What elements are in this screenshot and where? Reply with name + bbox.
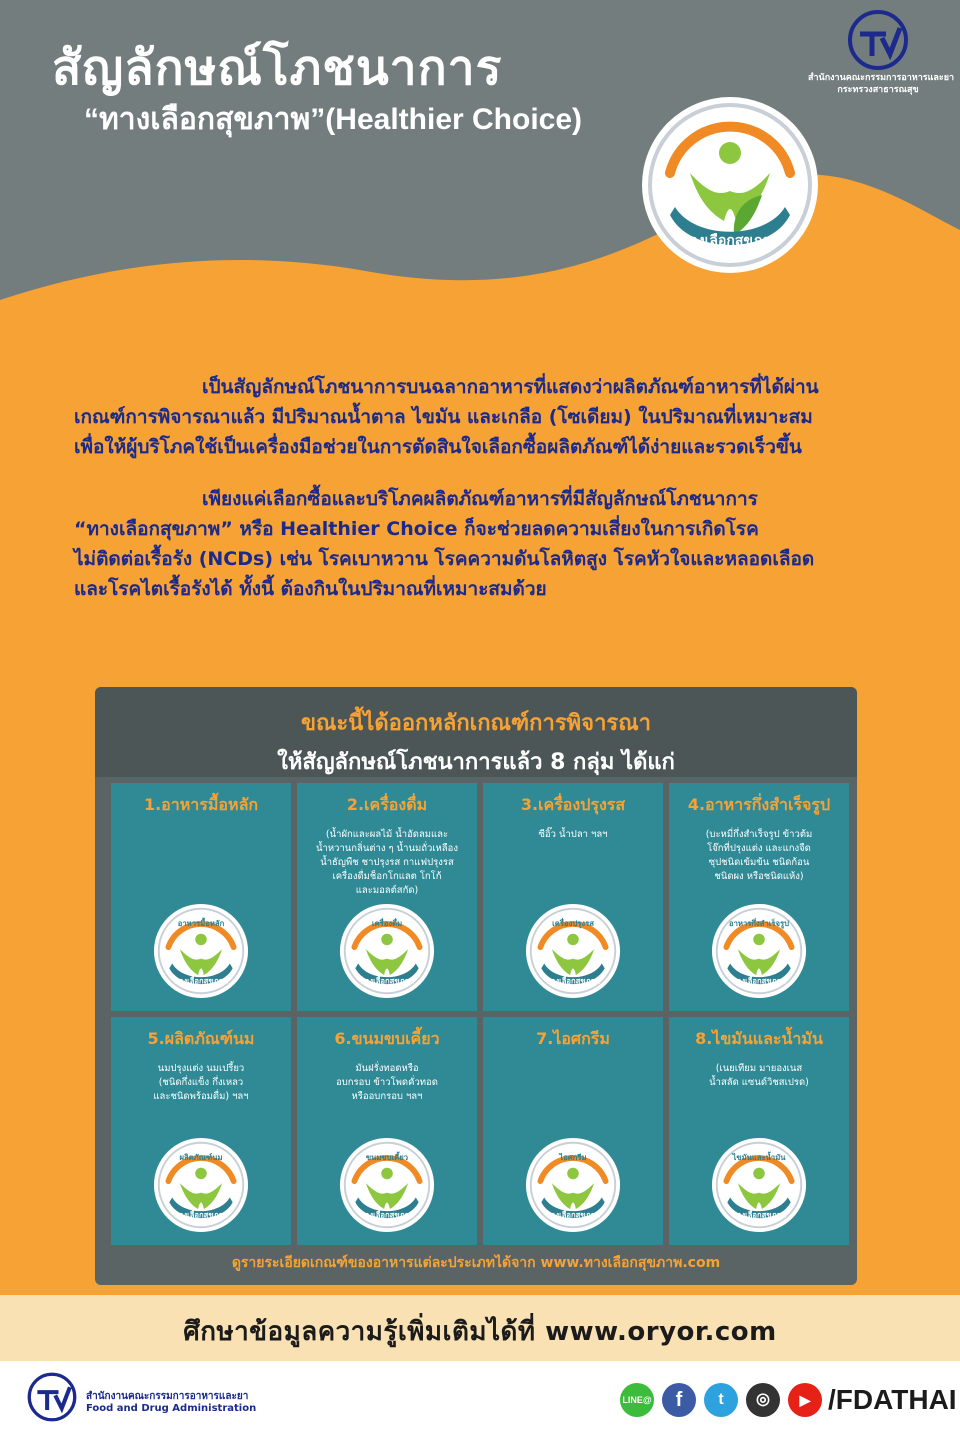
healthier-choice-logo bbox=[640, 95, 820, 275]
category-badge-icon bbox=[711, 1137, 807, 1233]
line-icon[interactable]: LINE@ bbox=[620, 1383, 654, 1417]
fda-logo-icon bbox=[26, 1371, 78, 1423]
intro-p2-line: ไม่ติดต่อเรื้อรัง (NCDs) เช่น โรคเบาหวาน โรคความดันโลหิตสูง โรคหัวใจและหลอดเลือด bbox=[74, 548, 815, 570]
badge-logo-label: ทางเลือกสุขภาพ bbox=[731, 1210, 787, 1220]
facebook-icon[interactable]: f bbox=[662, 1383, 696, 1417]
page-subtitle: “ทางเลือกสุขภาพ”(Healthier Choice) bbox=[84, 103, 583, 136]
category-description-line: น้ำธัญพืช ชาปรุงรส กาแฟปรุงรส bbox=[320, 857, 454, 868]
category-description bbox=[669, 828, 849, 884]
category-description-line: อบกรอบ ข้าวโพดคั่วทอด bbox=[336, 1077, 438, 1088]
category-description-line: และมอลต์สกัด) bbox=[355, 885, 419, 896]
panel-heading-2: ให้สัญลักษณ์โภชนาการแล้ว 8 กลุ่ม ได้แก่ bbox=[277, 750, 675, 775]
category-panel bbox=[95, 687, 857, 1285]
badge-category-label: ขนมขบเคี้ยว bbox=[365, 1153, 409, 1163]
category-card bbox=[111, 783, 291, 1011]
fda-logo-icon bbox=[846, 8, 910, 72]
category-card bbox=[297, 1017, 477, 1245]
category-description-line: น้ำหวานกลิ่นต่าง ๆ น้ำนมถั่วเหลือง bbox=[316, 843, 458, 854]
category-card bbox=[111, 1017, 291, 1245]
org-name-th: สำนักงานคณะกรรมการอาหารและยา bbox=[86, 1391, 249, 1402]
category-title: 5.ผลิตภัณฑ์นม bbox=[147, 1029, 255, 1048]
badge-category-label: อาหารมื้อหลัก bbox=[177, 919, 225, 929]
fda-emblem-top bbox=[808, 8, 955, 96]
badge-logo-label: ทางเลือกสุขภาพ bbox=[173, 976, 229, 986]
twitter-icon[interactable]: t bbox=[704, 1383, 738, 1417]
badge-category-label: ผลิตภัณฑ์นม bbox=[179, 1153, 223, 1163]
intro-p1-line: เกณฑ์การพิจารณาแล้ว มีปริมาณน้ำตาล ไขมัน และเกลือ (โซเดียม) ในปริมาณที่เหมาะสม bbox=[74, 406, 813, 428]
fda-emblem-bottom bbox=[26, 1371, 257, 1427]
category-description-line: หรืออบกรอบ ฯลฯ bbox=[351, 1091, 423, 1102]
page-title: สัญลักษณ์โภชนาการ bbox=[52, 40, 503, 96]
social-handle[interactable]: /FDATHAI bbox=[828, 1384, 957, 1415]
category-badge-icon bbox=[153, 1137, 249, 1233]
category-title: 2.เครื่องดื่ม bbox=[346, 795, 428, 814]
category-title: 4.อาหารกึ่งสำเร็จรูป bbox=[687, 795, 831, 814]
badge-logo-label: ทางเลือกสุขภาพ bbox=[359, 1210, 415, 1220]
info-strip-text: ศึกษาข้อมูลความรู้เพิ่มเติมได้ที่ www.oryor.com bbox=[183, 1317, 777, 1347]
category-badge-icon bbox=[339, 1137, 435, 1233]
ministry-name-top: กระทรวงสาธารณสุข bbox=[837, 85, 919, 95]
panel-header bbox=[95, 687, 857, 777]
category-description-line: (บะหมี่กึ่งสำเร็จรูป ข้าวต้ม bbox=[705, 829, 813, 840]
category-badge-icon bbox=[525, 1137, 621, 1233]
category-card bbox=[669, 1017, 849, 1245]
category-description-line: (ชนิดกึ่งแข็ง กึ่งเหลว bbox=[158, 1077, 244, 1088]
category-description-line: (เนยเทียม มายองเนส bbox=[715, 1063, 803, 1074]
category-badge-icon bbox=[525, 903, 621, 999]
logo-label: ทางเลือกสุขภาพ bbox=[680, 233, 780, 249]
badge-logo-label: ทางเลือกสุขภาพ bbox=[173, 1210, 229, 1220]
badge-category-label: ไอศกรีม bbox=[559, 1153, 587, 1163]
intro-p2-line: เพียงแค่เลือกซื้อและบริโภคผลิตภัณฑ์อาหารที่มีสัญลักษณ์โภชนาการ bbox=[202, 488, 758, 510]
category-description-line: ซีอิ๊ว น้ำปลา ฯลฯ bbox=[538, 829, 608, 840]
badge-logo-label: ทางเลือกสุขภาพ bbox=[731, 976, 787, 986]
category-card bbox=[483, 1017, 663, 1245]
panel-heading-1: ขณะนี้ได้ออกหลักเกณฑ์การพิจารณา bbox=[300, 711, 652, 736]
category-card bbox=[483, 783, 663, 1011]
category-description bbox=[669, 1062, 849, 1090]
youtube-icon[interactable]: ▶ bbox=[788, 1383, 822, 1417]
badge-category-label: ไขมันและน้ำมัน bbox=[732, 1153, 786, 1163]
panel-footer-note: ดูรายระเอียดเกณฑ์ของอาหารแต่ละประเภทได้จาก www.ทางเลือกสุขภาพ.com bbox=[231, 1255, 721, 1271]
category-description bbox=[111, 1062, 291, 1104]
badge-logo-label: ทางเลือกสุขภาพ bbox=[359, 976, 415, 986]
org-name-top: สำนักงานคณะกรรมการอาหารและยา bbox=[808, 73, 955, 83]
badge-category-label: เครื่องดื่ม bbox=[371, 919, 403, 929]
category-description-line: เครื่องดื่มช็อกโกแลต โกโก้ bbox=[332, 871, 442, 882]
category-description bbox=[297, 828, 477, 898]
category-description bbox=[483, 828, 663, 842]
intro-p2-line: “ทางเลือกสุขภาพ” หรือ Healthier Choice ก็จะช่วยลดความเสี่ยงในการเกิดโรค bbox=[74, 518, 759, 540]
badge-logo-label: ทางเลือกสุขภาพ bbox=[545, 976, 601, 986]
category-description-line: โจ๊กที่ปรุงแต่ง และแกงจืด bbox=[707, 843, 811, 854]
category-card bbox=[669, 783, 849, 1011]
category-title: 7.ไอศกรีม bbox=[536, 1029, 610, 1048]
category-description-line: ซุปชนิดเข้มข้น ชนิดก้อน bbox=[708, 857, 810, 868]
category-description-line: และชนิดพร้อมดื่ม) ฯลฯ bbox=[153, 1091, 249, 1102]
category-card bbox=[297, 783, 477, 1011]
intro-paragraph-2 bbox=[74, 484, 904, 604]
intro-paragraph-1 bbox=[74, 372, 904, 462]
category-description-line: มันฝรั่งทอดหรือ bbox=[355, 1063, 419, 1074]
category-title: 1.อาหารมื้อหลัก bbox=[143, 795, 259, 814]
instagram-icon[interactable]: ◎ bbox=[746, 1383, 780, 1417]
category-badge-icon bbox=[339, 903, 435, 999]
intro-p2-line: และโรคไตเรื้อรังได้ ทั้งนี้ ต้องกินในปริมาณที่เหมาะสมด้วย bbox=[74, 578, 547, 600]
intro-p1-line: เพื่อให้ผู้บริโภคใช้เป็นเครื่องมือช่วยในการตัดสินใจเลือกซื้อผลิตภัณฑ์ได้ง่ายและรวดเร็วขึ้น bbox=[74, 436, 802, 458]
footer bbox=[0, 1361, 960, 1443]
badge-category-label: อาหารกึ่งสำเร็จรูป bbox=[728, 919, 790, 929]
category-title: 6.ขนมขบเคี้ยว bbox=[334, 1029, 440, 1048]
intro-p1-line: เป็นสัญลักษณ์โภชนาการบนฉลากอาหารที่แสดงว่าผลิตภัณฑ์อาหารที่ได้ผ่าน bbox=[202, 376, 819, 398]
category-badge-icon bbox=[153, 903, 249, 999]
org-name-en: Food and Drug Administration bbox=[86, 1403, 257, 1414]
category-badge-icon bbox=[711, 903, 807, 999]
intro-text bbox=[74, 372, 904, 626]
badge-category-label: เครื่องปรุงรส bbox=[552, 919, 594, 929]
category-description-line: ชนิดผง หรือชนิดแห้ง) bbox=[714, 871, 804, 882]
category-description-line: น้ำสลัด แซนด์วิชสเปรด) bbox=[709, 1077, 809, 1088]
info-strip bbox=[0, 1295, 960, 1361]
badge-logo-label: ทางเลือกสุขภาพ bbox=[545, 1210, 601, 1220]
category-title: 8.ไขมันและน้ำมัน bbox=[695, 1029, 823, 1048]
category-title: 3.เครื่องปรุงรส bbox=[520, 795, 626, 814]
category-description-line: (น้ำผักและผลไม้ น้ำอัดลมและ bbox=[325, 829, 449, 840]
category-description-line: นมปรุงแต่ง นมเปรี้ยว bbox=[157, 1063, 245, 1074]
category-description bbox=[297, 1062, 477, 1104]
